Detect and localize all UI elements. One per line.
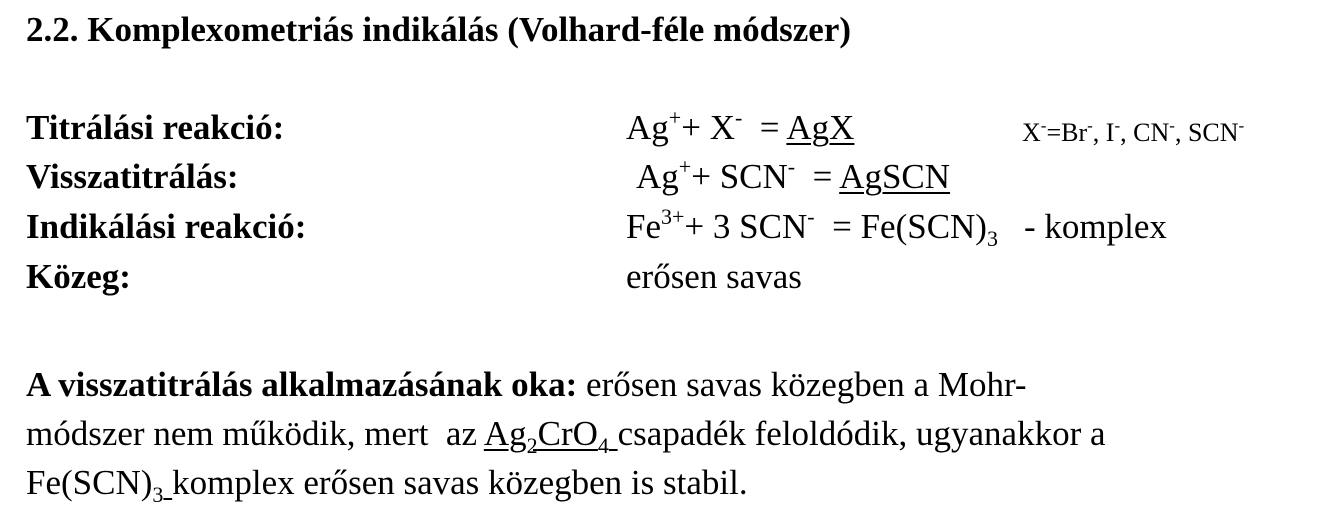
eq-subscript: 3 bbox=[986, 226, 998, 251]
section-title: 2.2. Komplexometriás indikálás (Volhard-féle módszer) bbox=[26, 10, 852, 49]
paragraph-text: módszer nem működik, mert az bbox=[26, 414, 484, 453]
reaction-row-backtitration bbox=[26, 154, 1326, 203]
formula-subscript: 3 bbox=[152, 482, 164, 507]
formula-gap bbox=[609, 414, 618, 453]
titration-equation bbox=[626, 105, 855, 148]
formula-gap bbox=[163, 463, 172, 502]
row-label: Közeg: bbox=[26, 257, 131, 296]
medium-value: erősen savas bbox=[626, 257, 802, 296]
eq-superscript: - bbox=[807, 204, 815, 229]
chromate-precipitate bbox=[483, 414, 618, 458]
eq-precipitate: AgX bbox=[786, 108, 855, 147]
note-text: , CN bbox=[1120, 118, 1170, 147]
note-superscript: - bbox=[1087, 116, 1093, 135]
formula-subscript: 2 bbox=[526, 433, 538, 458]
eq-complex-label: - komplex bbox=[1023, 207, 1167, 246]
paragraph-line-2 bbox=[26, 409, 1326, 458]
paragraph-text: komplex erősen savas közegben is stabil. bbox=[172, 463, 748, 502]
eq-text: = Fe(SCN) bbox=[814, 207, 987, 246]
eq-superscript: + bbox=[678, 154, 692, 179]
eq-text: + X bbox=[681, 108, 735, 147]
formula-part: Ag bbox=[483, 414, 527, 453]
eq-superscript: - bbox=[734, 105, 743, 130]
paragraph-lead: A visszatitrálás alkalmazásának oka: bbox=[26, 365, 578, 404]
formula-part: CrO bbox=[537, 414, 598, 453]
paragraph-text: csapadék feloldódik, ugyanakkor a bbox=[617, 414, 1106, 453]
formula-part: Fe(SCN) bbox=[26, 463, 153, 502]
paragraph-line-1 bbox=[26, 360, 1326, 409]
eq-text: = bbox=[795, 157, 840, 196]
note-text: , SCN bbox=[1174, 118, 1239, 147]
eq-text: + 3 SCN bbox=[684, 207, 808, 246]
reaction-row-medium bbox=[26, 257, 1326, 303]
note-text: =Br bbox=[1046, 118, 1088, 147]
explanation-paragraph bbox=[26, 360, 1326, 507]
note-text: X bbox=[1022, 118, 1041, 147]
eq-text: Fe bbox=[626, 207, 661, 246]
paragraph-text: erősen savas közegben a Mohr- bbox=[577, 365, 1027, 404]
note-superscript: - bbox=[1114, 116, 1121, 135]
eq-text: = bbox=[742, 108, 787, 147]
row-label: Titrálási reakció: bbox=[26, 108, 285, 147]
eq-superscript: + bbox=[668, 105, 682, 130]
note-text: , I bbox=[1092, 118, 1115, 147]
reaction-row-indication bbox=[26, 204, 1326, 253]
paragraph-line-3 bbox=[26, 458, 1326, 507]
eq-superscript: 3+ bbox=[661, 204, 685, 229]
row-label: Visszatitrálás: bbox=[26, 157, 239, 196]
indication-equation bbox=[626, 204, 1167, 251]
formula-subscript: 4 bbox=[597, 433, 609, 458]
eq-precipitate: AgSCN bbox=[839, 157, 951, 196]
note-superscript: - bbox=[1238, 116, 1245, 135]
document-page bbox=[26, 0, 1326, 525]
eq-text: + SCN bbox=[691, 157, 788, 196]
eq-text: Ag bbox=[636, 157, 679, 196]
eq-text: Ag bbox=[626, 108, 669, 147]
reaction-row-titration bbox=[26, 105, 1326, 154]
row-label: Indikálási reakció: bbox=[26, 207, 307, 246]
note-superscript: - bbox=[1169, 116, 1175, 135]
halide-note bbox=[1022, 118, 1244, 148]
backtitration-equation bbox=[636, 154, 951, 197]
eq-superscript: - bbox=[787, 154, 796, 179]
note-superscript: - bbox=[1040, 116, 1047, 135]
